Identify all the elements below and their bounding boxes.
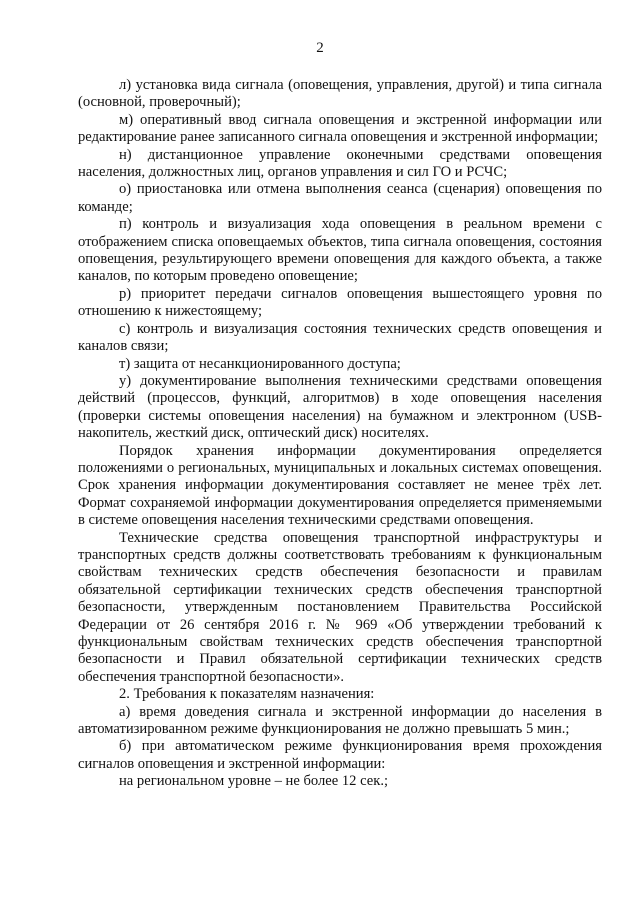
- paragraph-n: н) дистанционное управление оконечными средствами оповещения населения, должностных лиц, органов управления и сил ГО и РСЧС;: [78, 146, 602, 181]
- paragraph-m: м) оперативный ввод сигнала оповещения и экстренной информации или редактирование ранее записанного сигнала оповещения и экстренной информации;: [78, 111, 602, 146]
- section-heading-purpose-requirements: 2. Требования к показателям назначения:: [119, 686, 375, 703]
- paragraph-r: р) приоритет передачи сигналов оповещения вышестоящего уровня по отношению к нижестоящему;: [78, 285, 602, 320]
- paragraph-regional-level: на региональном уровне – не более 12 сек.;: [119, 773, 389, 790]
- paragraph-s: с) контроль и визуализация состояния технических средств оповещения и каналов связи;: [78, 320, 602, 355]
- paragraph-t: т) защита от несанкционированного доступа;: [119, 355, 401, 372]
- paragraph-storage-order: Порядок хранения информации документирования определяется положениями о региональных, муниципальных и локальных системах оповещения. Срок хранения информации документирования составляет не менее трёх лет. Формат сохраняемой информации документирования определяется применяемыми в системе оповещения населения техническими средствами оповещения.: [78, 442, 602, 529]
- paragraph-o: о) приостановка или отмена выполнения сеанса (сценария) оповещения по команде;: [78, 181, 602, 215]
- document-body: [78, 77, 602, 791]
- paragraph-transport-infrastructure: Технические средства оповещения транспортной инфраструктуры и транспортных средств должны соответствовать требованиям к функциональным свойствам технических средств обеспечения безопасности и правилам обязательной сертификации технических средств обеспечения транспортной безопасности, утвержденным постановлением Правительства Российской Федерации от 26 сентября 2016 г. № 969 «Об утверждении требований к функциональным свойствам технических средств обеспечения транспортной безопасности и Правил обязательной сертификации технических средств обеспечения транспортной безопасности».: [78, 529, 602, 685]
- page-number: 2: [316, 40, 324, 56]
- paragraph-p: п) контроль и визуализация хода оповещения в реальном времени с отображением списка оповещаемых объектов, типа сигнала оповещения, состояния оповещения, результирующего времени оповещения для каждого объекта, а также каналов, по которым проведено оповещение;: [78, 216, 602, 285]
- paragraph-a: а) время доведения сигнала и экстренной информации до населения в автоматизированном режиме функционирования не должно превышать 5 мин.;: [78, 703, 602, 738]
- paragraph-u: у) документирование выполнения техническими средствами оповещения действий (процессов, функций, алгоритмов) в ходе оповещения населения (проверки системы оповещения населения) на бумажном и электронном (USB-накопитель, жесткий диск, оптический диск) носителях.: [78, 372, 602, 442]
- paragraph-l: л) установка вида сигнала (оповещения, управления, другой) и типа сигнала (основной, проверочный);: [78, 77, 602, 111]
- paragraph-b: б) при автоматическом режиме функционирования время прохождения сигналов оповещения и экстренной информации:: [78, 738, 602, 772]
